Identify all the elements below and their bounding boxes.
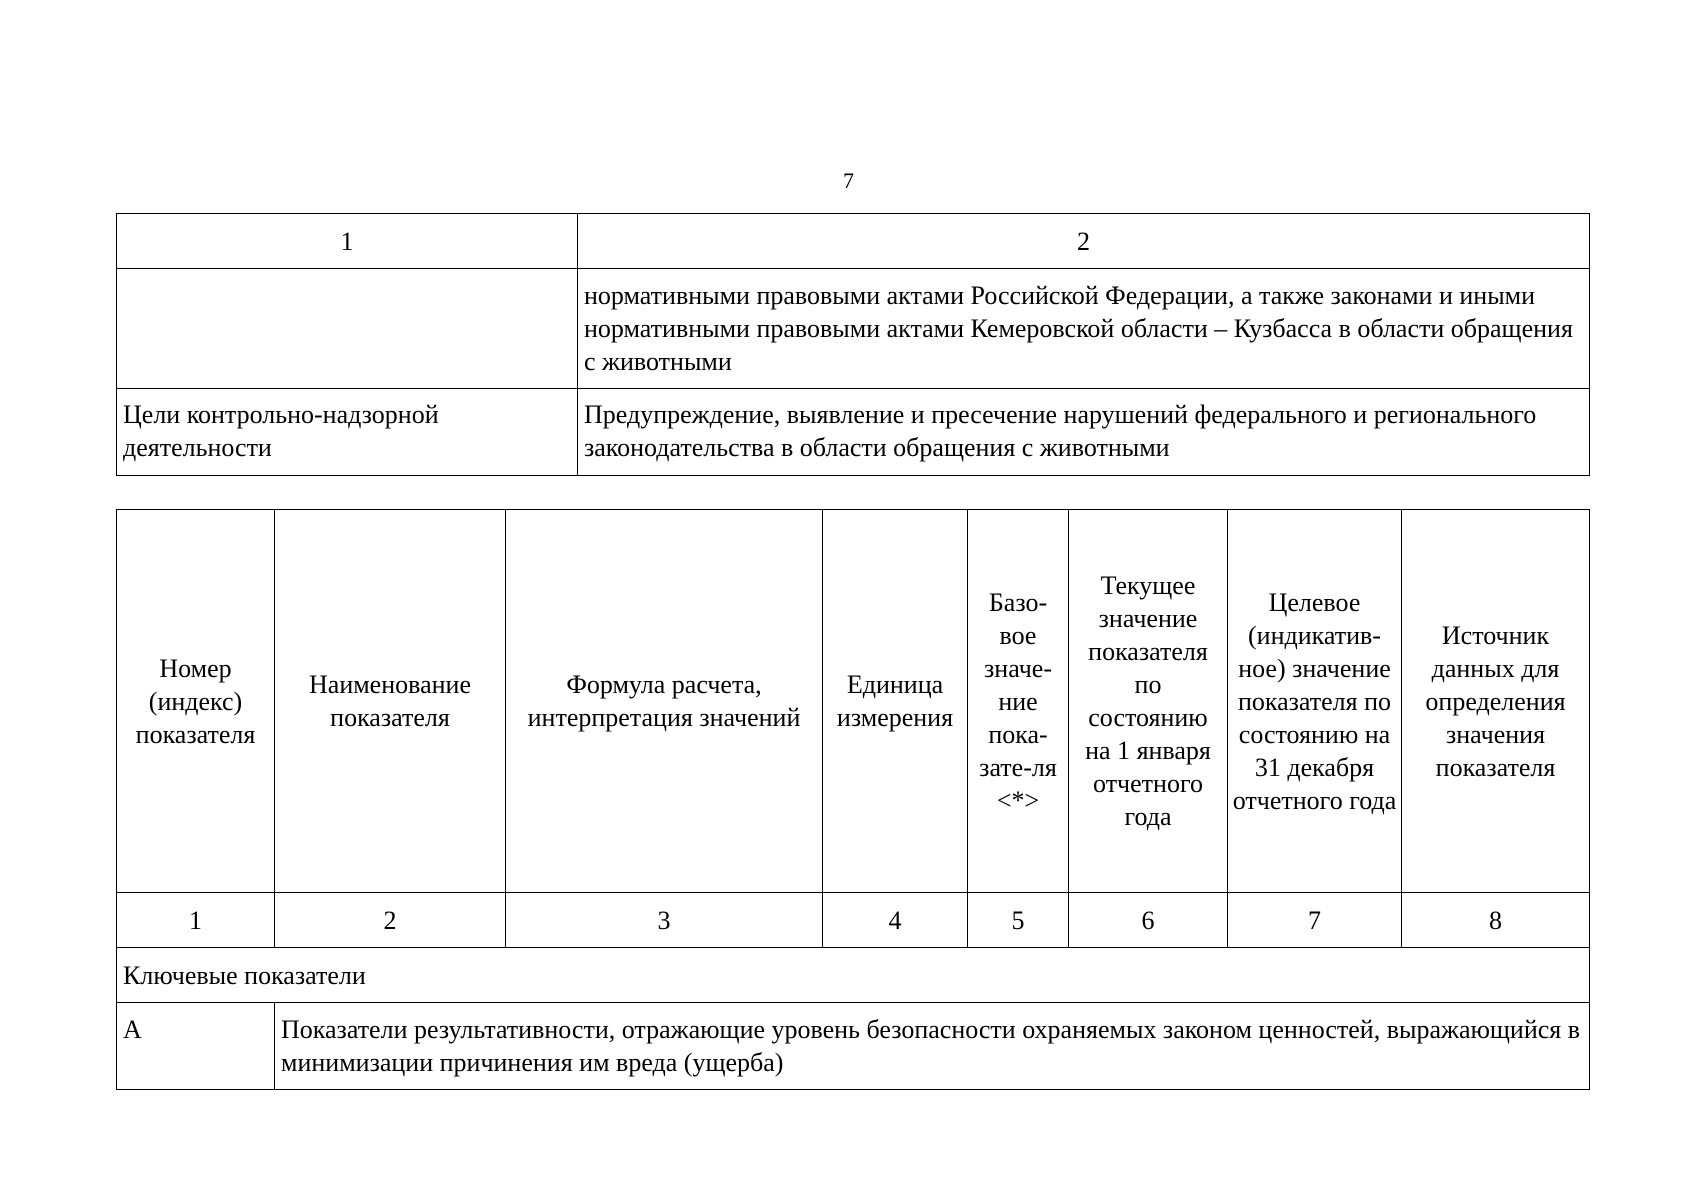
top-table-row <box>117 269 1590 389</box>
column-header-unit: Единица измерения <box>823 510 968 893</box>
column-header-data-source: Источник данных для определения значения показателя <box>1402 510 1590 893</box>
column-header-base-value: Базо-вое значе-ние пока-зате-ля <*> <box>968 510 1069 893</box>
column-number: 2 <box>275 893 506 948</box>
column-number: 5 <box>968 893 1069 948</box>
group-index: А <box>117 1003 275 1090</box>
column-number: 7 <box>1228 893 1402 948</box>
top-table-cell-label: Цели контрольно-надзорной деятельности <box>117 389 578 476</box>
group-title: Показатели результативности, отражающие уровень безопасности охраняемых законом ценностей, выражающийся в минимизации причинения им вреда (ущерба) <box>275 1003 1590 1090</box>
top-table-row <box>117 389 1590 476</box>
top-table-header-cell: 1 <box>117 214 578 269</box>
column-header-formula: Формула расчета, интерпретация значений <box>506 510 823 893</box>
column-number: 3 <box>506 893 823 948</box>
column-number: 1 <box>117 893 275 948</box>
group-row <box>117 1003 1590 1090</box>
column-header-target-value: Целевое (индикатив-ное) значение показателя по состоянию на 31 декабря отчетного года <box>1228 510 1402 893</box>
page-number: 7 <box>843 168 854 193</box>
section-title: Ключевые показатели <box>117 948 1590 1003</box>
indicators-header-row <box>117 510 1590 893</box>
top-table-cell-value: Предупреждение, выявление и пресечение нарушений федерального и регионального законодательства в области обращения с животными <box>578 389 1590 476</box>
top-table-header-cell: 2 <box>578 214 1590 269</box>
column-numbers-row <box>117 893 1590 948</box>
column-header-name: Наименование показателя <box>275 510 506 893</box>
section-row <box>117 948 1590 1003</box>
top-table <box>116 213 1590 476</box>
column-number: 6 <box>1069 893 1228 948</box>
top-table-cell-value: нормативными правовыми актами Российской Федерации, а также законами и иными нормативными правовыми актами Кемеровской области – Кузбасса в области обращения с животными <box>578 269 1590 389</box>
column-number: 8 <box>1402 893 1590 948</box>
column-number: 4 <box>823 893 968 948</box>
top-table-header-row <box>117 214 1590 269</box>
indicators-table <box>116 509 1590 1090</box>
top-table-cell-label <box>117 269 578 389</box>
column-header-current-value: Текущее значение показателя по состоянию на 1 января отчетного года <box>1069 510 1228 893</box>
column-header-index: Номер (индекс) показателя <box>117 510 275 893</box>
